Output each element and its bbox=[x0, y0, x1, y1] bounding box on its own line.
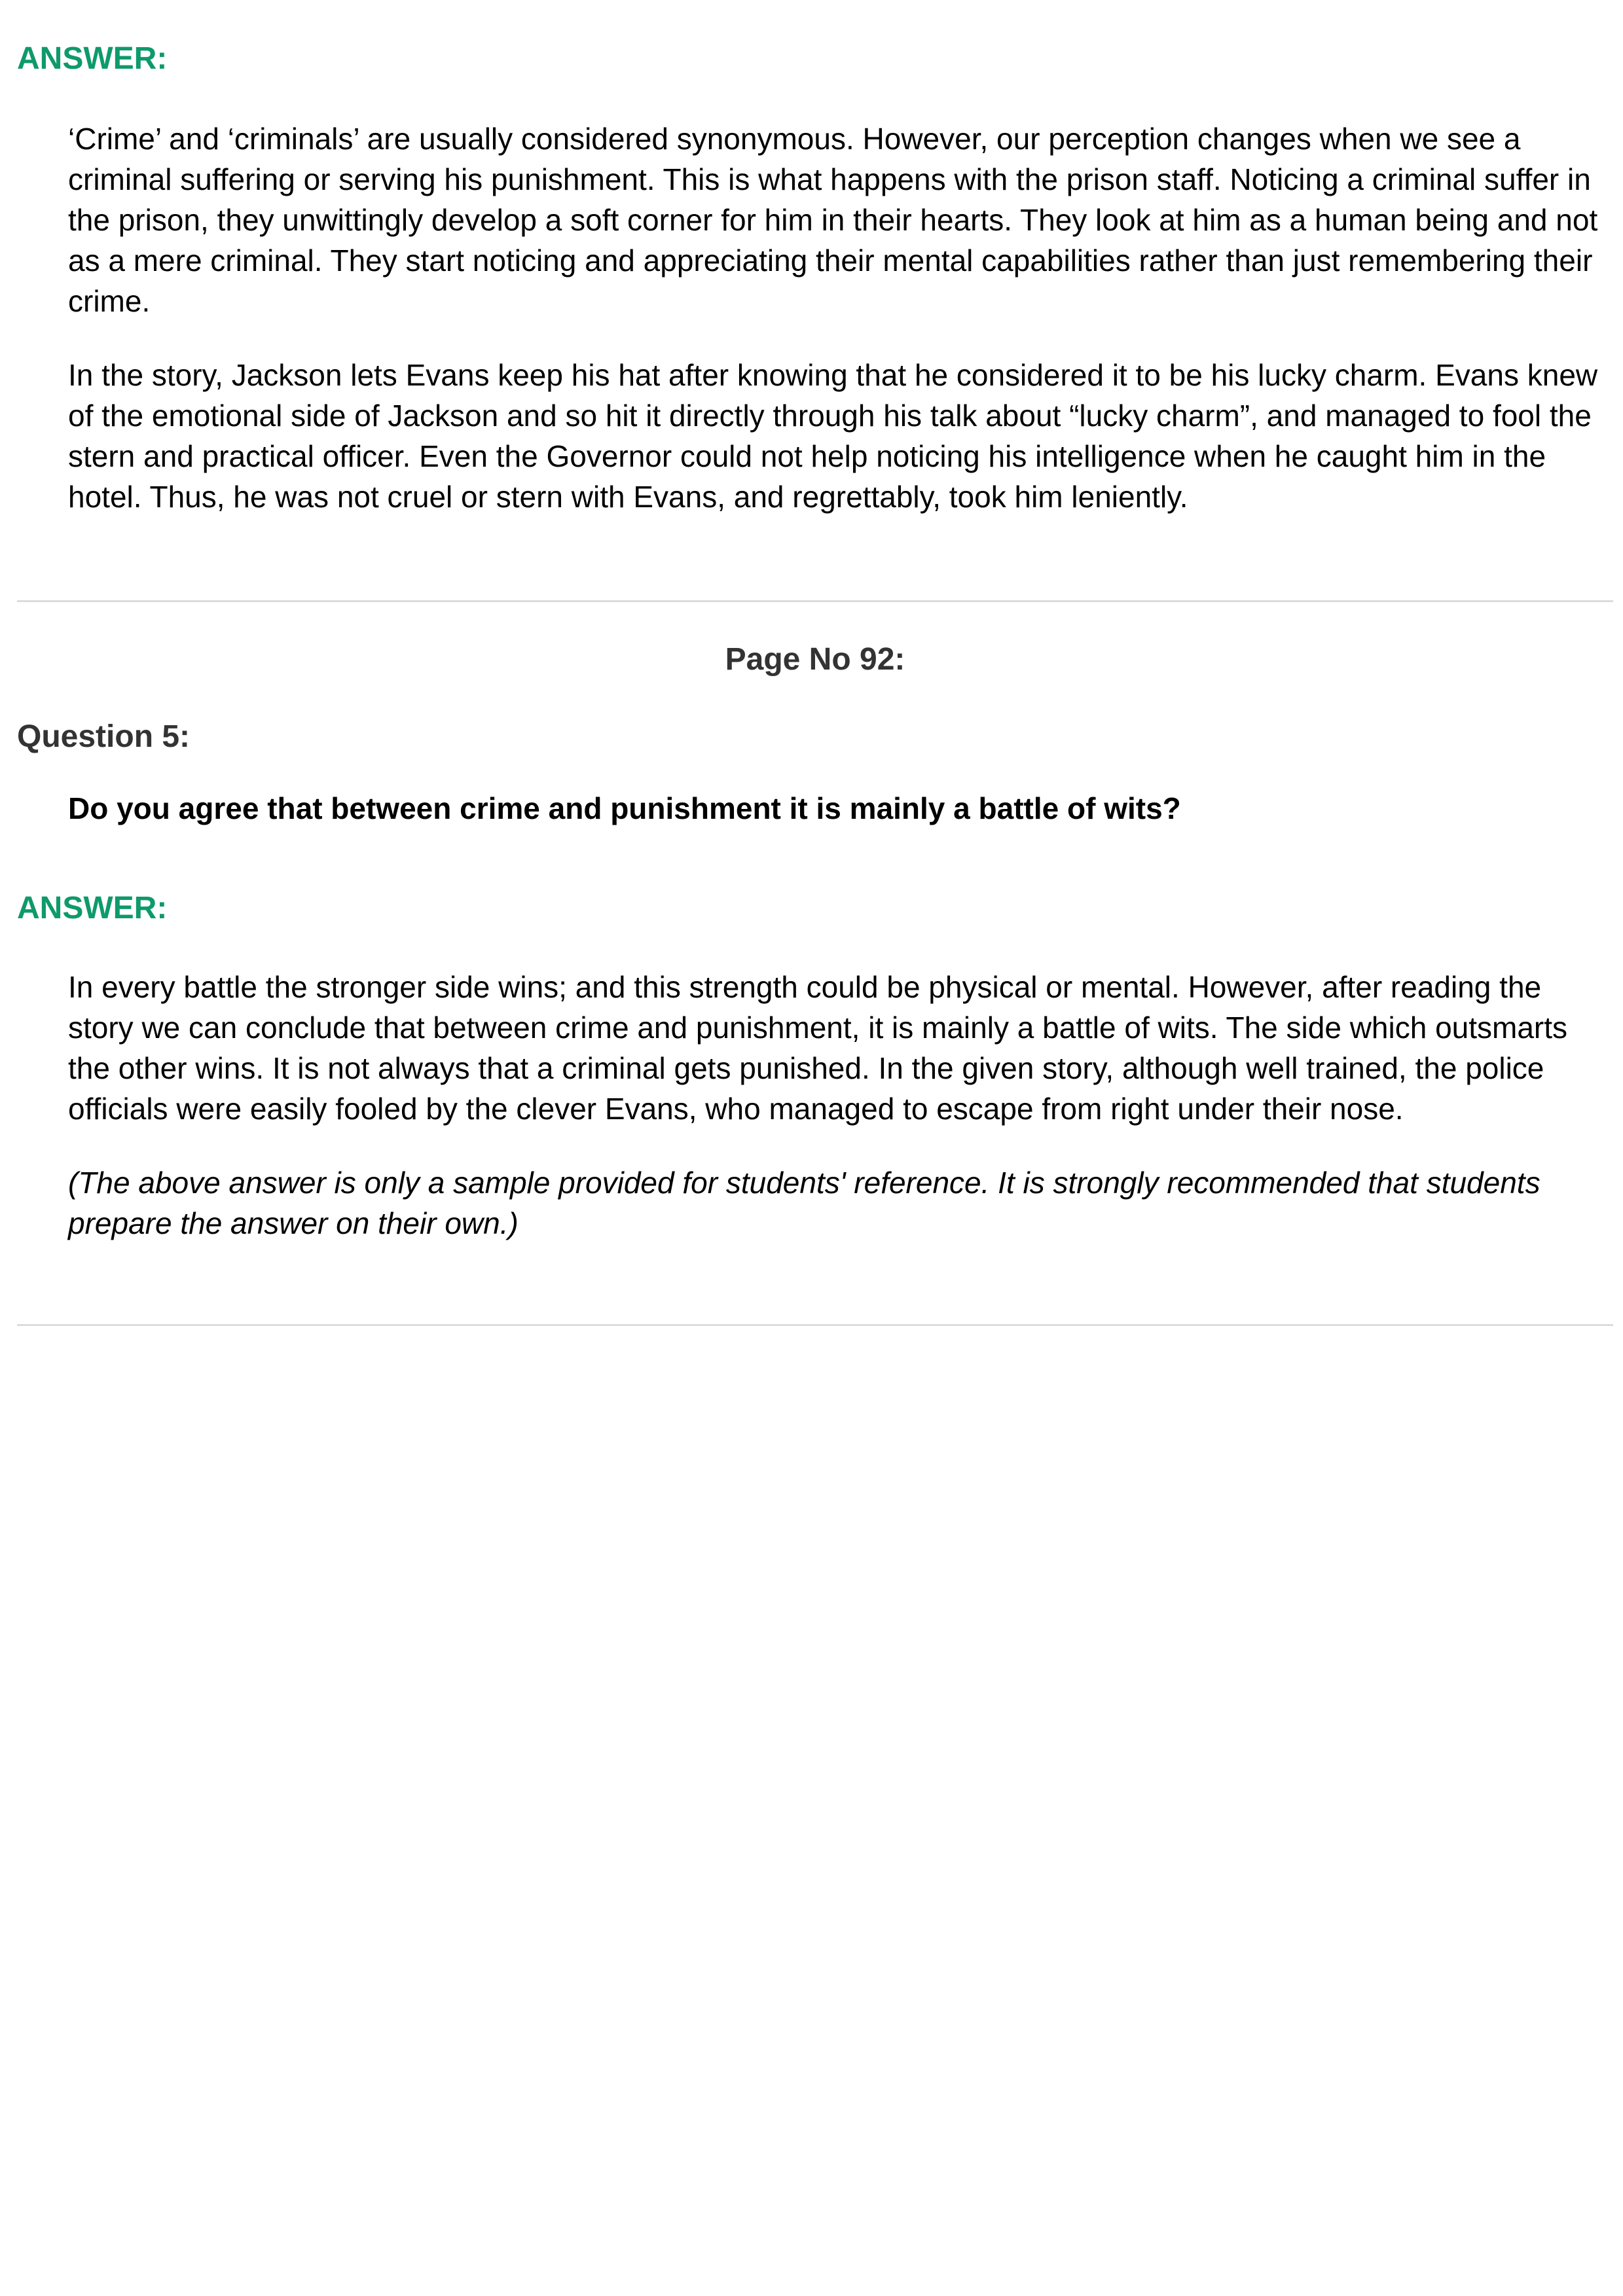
answer-label: ANSWER: bbox=[17, 891, 168, 925]
disclaimer-note: (The above answer is only a sample provided for students' reference. It is strongly recommended that students prepare the answer on their own.) bbox=[68, 1166, 1541, 1240]
question-label: Question 5: bbox=[17, 719, 191, 754]
page-number-heading: Page No 92: bbox=[725, 642, 905, 677]
answer-paragraph: In every battle the stronger side wins; and this strength could be physical or mental. However, after reading the story we can conclude that between crime and punishment, it is mainly a battle of wits. The side which outsmarts the other wins. It is not always that a criminal gets punished. In the given story, although well trained, the police officials were easily fooled by the clever Evans, who managed to escape from right under their nose. bbox=[68, 970, 1568, 1126]
divider bbox=[17, 600, 1613, 602]
answer-paragraph: In the story, Jackson lets Evans keep his hat after knowing that he considered it to be his lucky charm. Evans knew of the emotional side of Jackson and so hit it directly through his talk about “lucky charm”, and managed to fool the stern and practical officer. Even the Governor could not help noticing his intelligence when he caught him in the hotel. Thus, he was not cruel or stern with Evans, and regrettably, took him leniently. bbox=[68, 358, 1598, 514]
divider bbox=[17, 1324, 1613, 1326]
answer-paragraph: ‘Crime’ and ‘criminals’ are usually considered synonymous. However, our perception changes when we see a criminal suffering or serving his punishment. This is what happens with the prison staff. Noticing a criminal suffer in the prison, they unwittingly develop a soft corner for him in their hearts. They look at him as a human being and not as a mere criminal. They start noticing and appreciating their mental capabilities rather than just remembering their crime. bbox=[68, 122, 1598, 318]
answer-label: ANSWER: bbox=[17, 41, 168, 76]
question-text: Do you agree that between crime and punishment it is mainly a battle of wits? bbox=[68, 791, 1181, 825]
